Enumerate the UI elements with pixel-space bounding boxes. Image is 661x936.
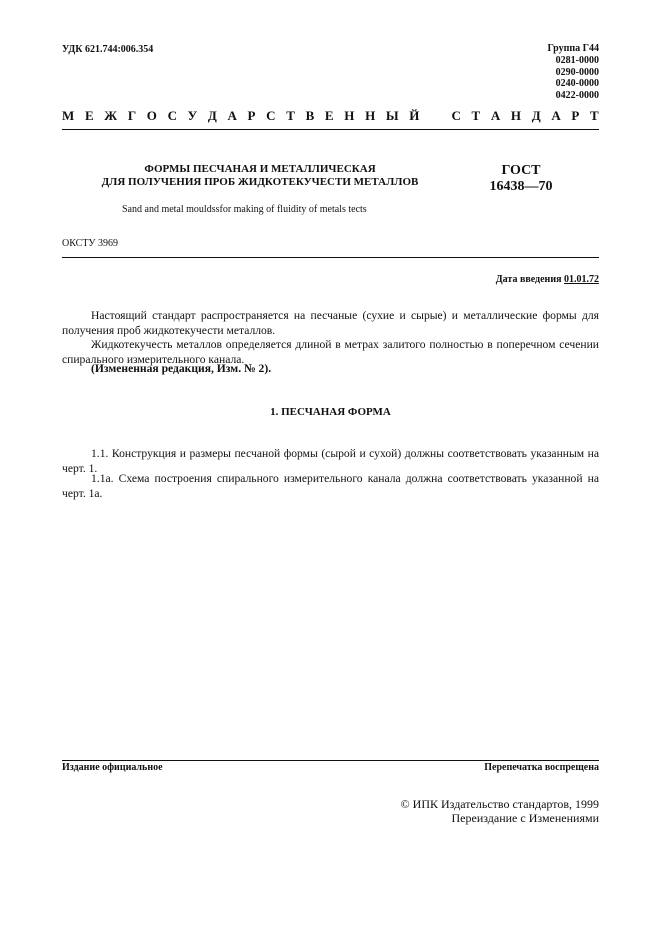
interstate-standard-banner xyxy=(62,108,599,124)
banner-letter: А xyxy=(551,108,561,123)
gost-number: 16438—70 xyxy=(489,179,553,194)
okp-code: 0422-0000 xyxy=(555,90,599,102)
copyright-block xyxy=(401,797,599,825)
date-label: Дата введения xyxy=(495,274,562,285)
copyright-line: © ИПК Издательство стандартов, 1999 xyxy=(400,797,599,811)
title-line: ДЛЯ ПОЛУЧЕНИЯ ПРОБ ЖИДКОТЕКУЧЕСТИ МЕТАЛЛОВ xyxy=(101,176,419,188)
okstu-code: ОКСТУ 3969 xyxy=(62,238,119,249)
banner-letter: С xyxy=(167,108,177,123)
banner-letter: Т xyxy=(471,108,481,123)
section-heading: 1. ПЕСЧАНАЯ ФОРМА xyxy=(270,406,391,418)
banner-letter: У xyxy=(187,108,198,123)
banner-letter: Ы xyxy=(385,108,399,123)
banner-letter: Д xyxy=(207,108,217,123)
banner-letter: А xyxy=(490,108,501,123)
okp-code: 0240-0000 xyxy=(555,78,599,90)
banner-letter: С xyxy=(266,108,276,123)
clause-paragraph: 1.1а. Схема построения спирального измерительного канала должна соответствовать указанной на черт. 1а. xyxy=(62,472,599,500)
banner-letter: Й xyxy=(409,108,420,123)
intro-paragraph: Жидкотекучесть металлов определяется длиной в метрах залитого полностью в поперечном сечении спирального измерительного канала. xyxy=(62,338,599,366)
okp-code: 0281-0000 xyxy=(555,54,599,66)
english-title: Sand and metal mouldssfor making of fluidity of metals tects xyxy=(122,204,367,215)
gost-label: ГОСТ xyxy=(501,163,541,178)
amendment-note: (Измененная редакция, Изм. № 2). xyxy=(91,362,272,375)
official-edition-note: Издание официальное xyxy=(62,762,163,773)
banner-letter: Ж xyxy=(104,108,118,123)
title-line: ФОРМЫ ПЕСЧАНАЯ И МЕТАЛЛИЧЕСКАЯ xyxy=(144,163,376,175)
mid-divider xyxy=(62,257,599,258)
group-code: Группа Г44 xyxy=(547,43,599,54)
okp-code: 0290-0000 xyxy=(555,66,599,78)
banner-letter: Н xyxy=(510,108,522,123)
date-value: 01.01.72 xyxy=(564,274,599,285)
banner-letter: В xyxy=(305,108,315,123)
banner-letter: Т xyxy=(590,108,599,123)
clause-paragraph: 1.1. Конструкция и размеры песчаной формы (сырой и сухой) должны соответствовать указанным на черт. 1. xyxy=(62,447,599,475)
banner-letter: Е xyxy=(84,108,94,123)
banner-letter: Т xyxy=(286,108,295,123)
banner-letter: Р xyxy=(571,108,580,123)
intro-paragraph: Настоящий стандарт распространяется на песчаные (сухие и сырые) и металлические формы для получения проб жидкотекучести металлов. xyxy=(62,309,599,337)
reprint-prohibited-note: Перепечатка воспрещена xyxy=(484,762,599,773)
top-divider xyxy=(62,129,599,130)
banner-letter: Р xyxy=(247,108,256,123)
banner-letter: С xyxy=(451,108,461,123)
reissue-line: Переиздание с Изменениями xyxy=(451,811,599,825)
banner-letter: Д xyxy=(531,108,541,123)
document-title xyxy=(80,163,440,189)
banner-letter: Н xyxy=(365,108,376,123)
bottom-divider xyxy=(62,760,599,761)
banner-letter: А xyxy=(227,108,237,123)
classification-block xyxy=(547,43,599,102)
banner-letter: М xyxy=(62,108,75,123)
gost-designation xyxy=(476,163,566,195)
banner-letter: Г xyxy=(127,108,137,123)
udk-code: УДК 621.744:006.354 xyxy=(62,44,154,55)
banner-letter: Н xyxy=(344,108,355,123)
banner-letter: Е xyxy=(324,108,334,123)
introduction-date xyxy=(496,274,599,285)
banner-letter: О xyxy=(146,108,157,123)
